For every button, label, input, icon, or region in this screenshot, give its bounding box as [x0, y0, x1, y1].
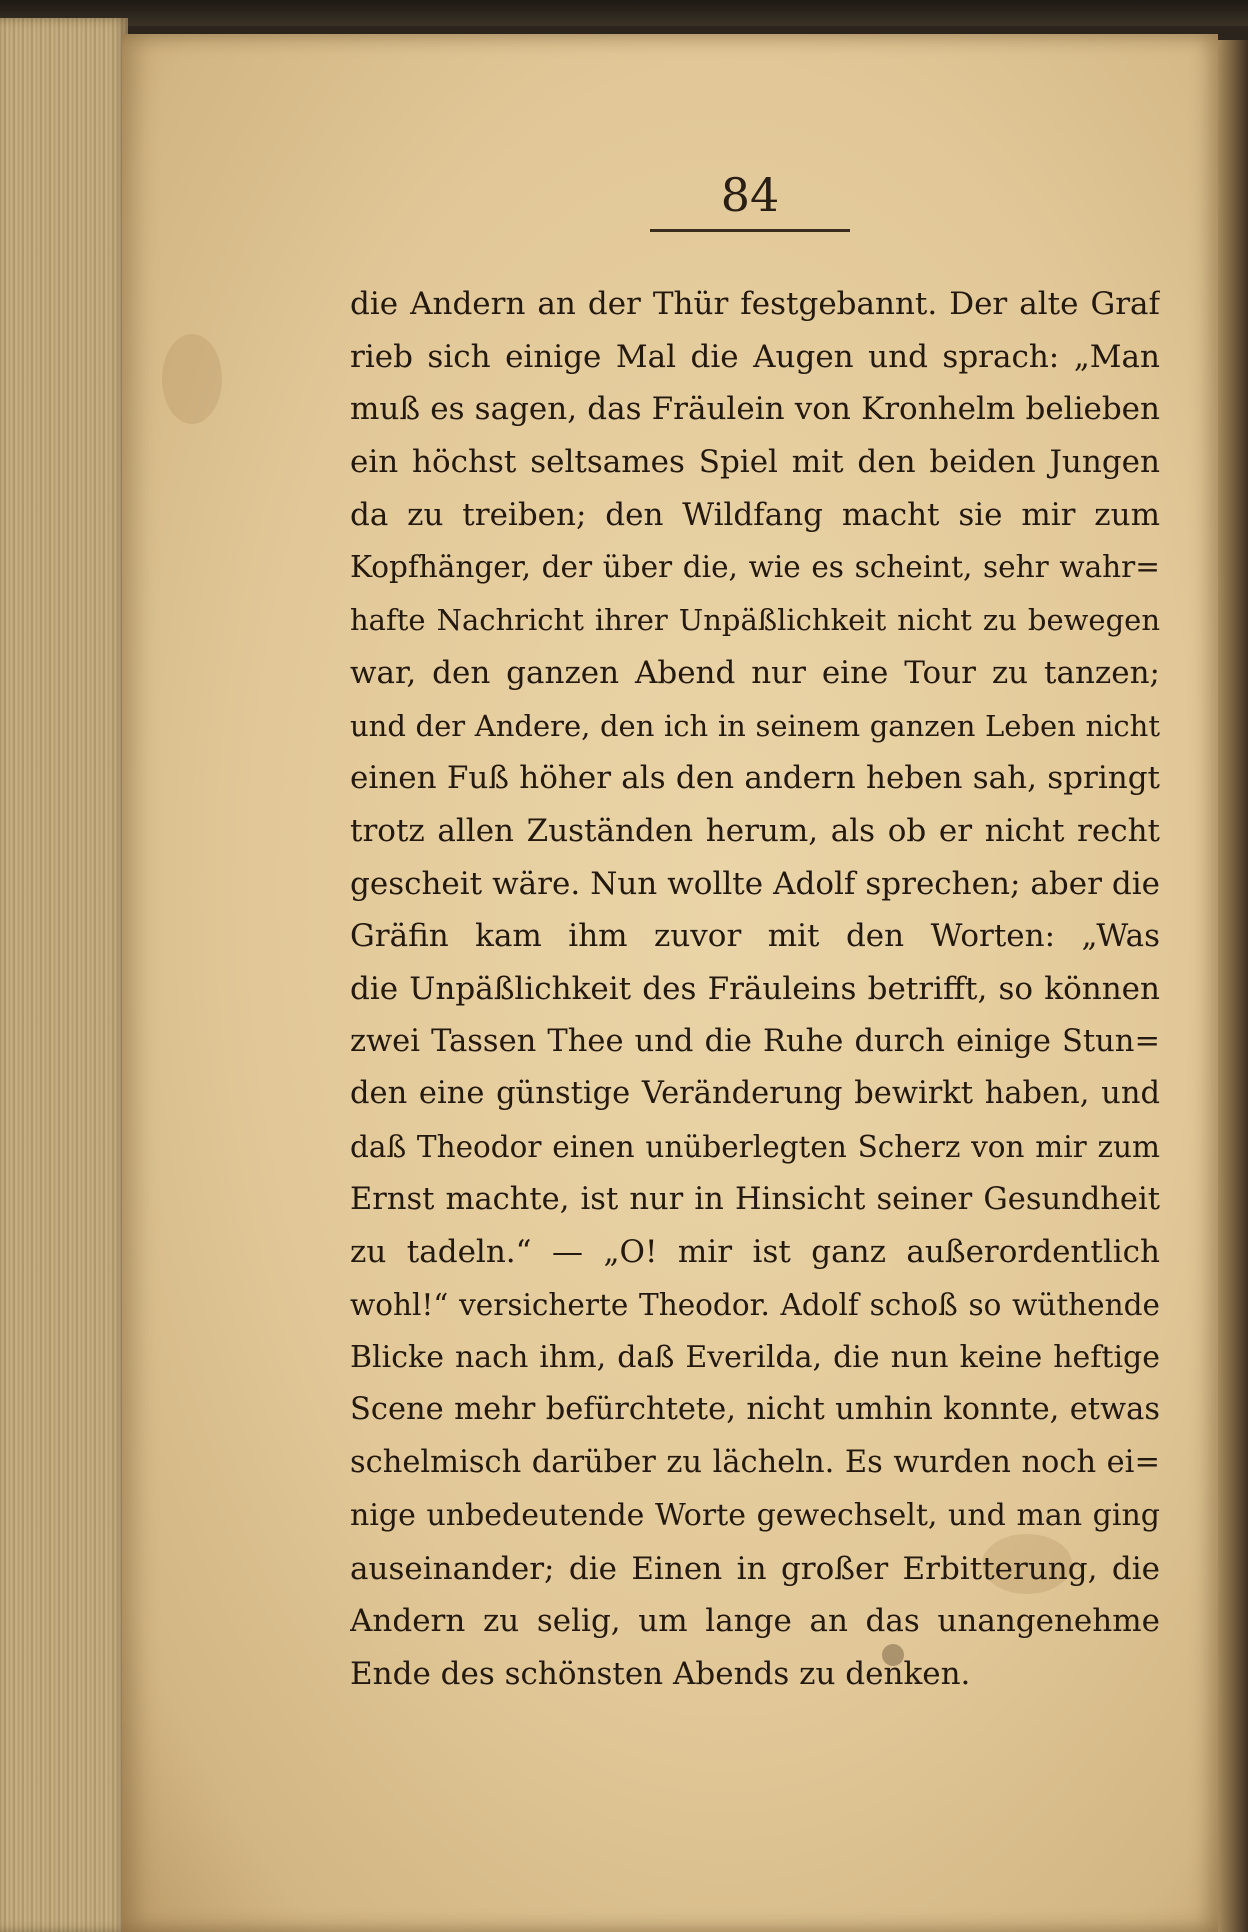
- text-line: einen Fuß höher als den andern heben sah, springt: [350, 760, 1160, 797]
- text-line: Gräfin kam ihm zuvor mit den Worten: „Was: [350, 918, 1160, 955]
- text-line: Ende des schönsten Abends zu denken.: [350, 1655, 971, 1692]
- page-edges: [0, 18, 128, 1932]
- text-line: ein höchst seltsames Spiel mit den beiden Jungen: [350, 444, 1160, 481]
- text-line: war, den ganzen Abend nur eine Tour zu tanzen;: [350, 654, 1160, 691]
- text-line: die Unpäßlichkeit des Fräuleins betrifft, so können: [350, 970, 1160, 1007]
- header-rule: [650, 229, 850, 232]
- text-line: die Andern an der Thür festgebannt. Der alte Graf: [350, 286, 1160, 322]
- text-line: wohl!“ versicherte Theodor. Adolf schoß so wüthende: [350, 1288, 1160, 1323]
- foxing-stain: [162, 334, 222, 424]
- text-line: schelmisch darüber zu lächeln. Es wurden noch ei=: [350, 1445, 1160, 1481]
- text-line: gescheit wäre. Nun wollte Adolf sprechen; aber die: [350, 865, 1160, 902]
- text-line: Blicke nach ihm, daß Everilda, die nun keine heftige: [350, 1339, 1160, 1375]
- text-line: hafte Nachricht ihrer Unpäßlichkeit nicht zu bewegen: [350, 603, 1160, 638]
- text-line: auseinander; die Einen in großer Erbitterung, die: [350, 1550, 1160, 1587]
- right-page-edge: [1218, 40, 1248, 1932]
- body-text: [350, 278, 1160, 1701]
- text-line: Kopfhänger, der über die, wie es scheint, sehr wahr=: [350, 550, 1160, 585]
- text-line: zwei Tassen Thee und die Ruhe durch einige Stun=: [350, 1023, 1160, 1059]
- text-line: nige unbedeutende Worte gewechselt, und man ging: [350, 1497, 1160, 1533]
- text-line: daß Theodor einen unüberlegten Scherz von mir zum: [350, 1130, 1160, 1164]
- text-line: rieb sich einige Mal die Augen und sprach: „Man: [350, 338, 1160, 375]
- text-line: und der Andere, den ich in seinem ganzen Leben nicht: [350, 708, 1160, 743]
- text-line: zu tadeln.“ — „O! mir ist ganz außerordentlich: [350, 1234, 1160, 1271]
- text-line: muß es sagen, das Fräulein von Kronhelm belieben: [350, 391, 1160, 428]
- text-line: trotz allen Zuständen herum, als ob er nicht recht: [350, 812, 1160, 849]
- text-line: den eine günstige Veränderung bewirkt haben, und: [350, 1076, 1160, 1112]
- page-number: 84: [720, 168, 780, 222]
- text-line: Andern zu selig, um lange an das unangenehme: [350, 1603, 1160, 1640]
- text-line: Ernst machte, ist nur in Hinsicht seiner Gesundheit: [350, 1181, 1160, 1217]
- text-line: da zu treiben; den Wildfang macht sie mir zum: [350, 496, 1160, 533]
- binding-shadow: [0, 0, 1248, 26]
- text-line: Scene mehr befürchtete, nicht umhin konnte, etwas: [350, 1392, 1160, 1428]
